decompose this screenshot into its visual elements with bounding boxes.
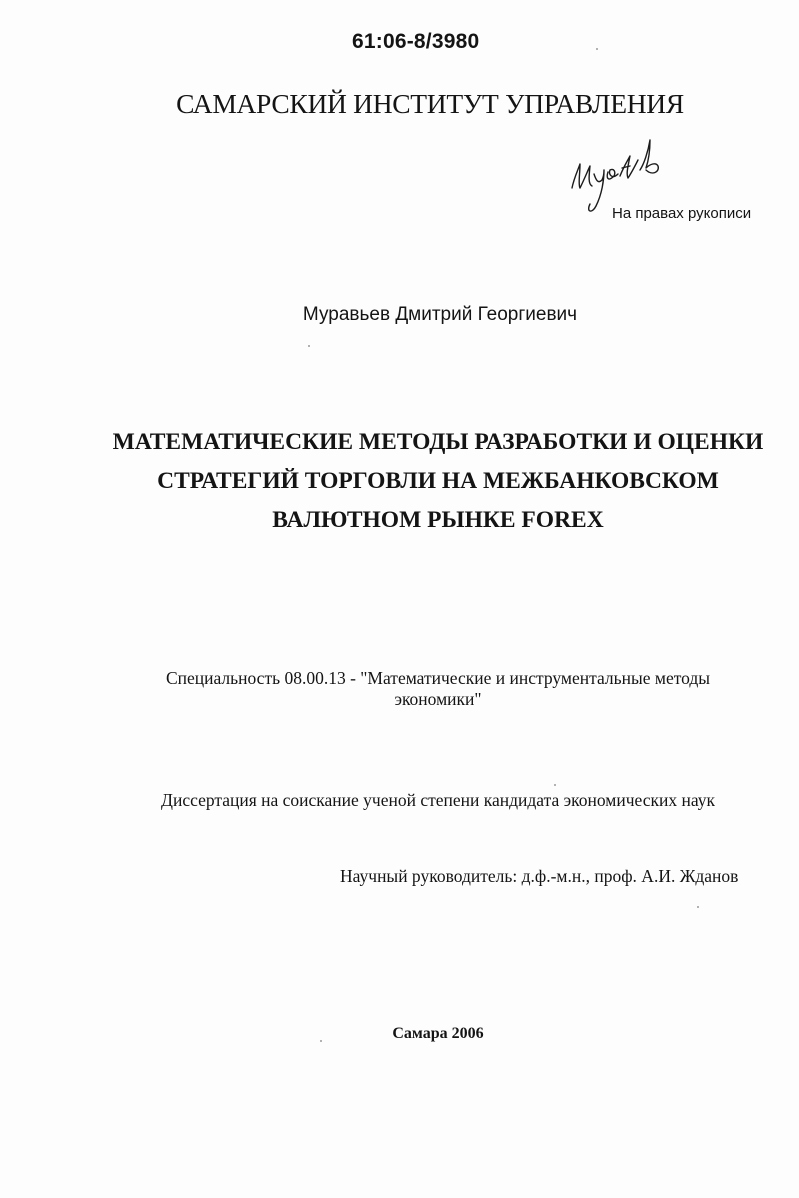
title-line: МАТЕМАТИЧЕСКИЕ МЕТОДЫ РАЗРАБОТКИ И ОЦЕНКИ	[112, 429, 764, 455]
title-line: ВАЛЮТНОМ РЫНКЕ FOREX	[272, 507, 604, 533]
degree-statement: Диссертация на соискание ученой степени кандидата экономических наук	[161, 790, 715, 810]
handwritten-signature	[558, 130, 668, 216]
institute-name: САМАРСКИЙ ИНСТИТУТ УПРАВЛЕНИЯ	[176, 88, 684, 119]
scan-speck	[554, 784, 556, 786]
scan-speck	[596, 48, 598, 50]
catalog-number: 61:06-8/3980	[352, 30, 480, 53]
scan-speck	[697, 906, 699, 908]
dissertation-title	[0, 423, 799, 540]
specialty	[0, 668, 799, 710]
scan-speck	[320, 1040, 322, 1042]
scientific-supervisor: Научный руководитель: д.ф.-м.н., проф. А.И. Жданов	[340, 866, 739, 886]
author-name: Муравьев Дмитрий Георгиевич	[302, 304, 578, 325]
specialty-line: экономики"	[394, 689, 482, 709]
scan-speck	[308, 345, 310, 347]
specialty-line: Специальность 08.00.13 - "Математические и инструментальные методы	[165, 668, 711, 688]
title-line: СТРАТЕГИЙ ТОРГОВЛИ НА МЕЖБАНКОВСКОМ	[157, 468, 719, 494]
manuscript-rights-note: На правах рукописи	[612, 205, 752, 222]
city-and-year: Самара 2006	[392, 1025, 484, 1042]
